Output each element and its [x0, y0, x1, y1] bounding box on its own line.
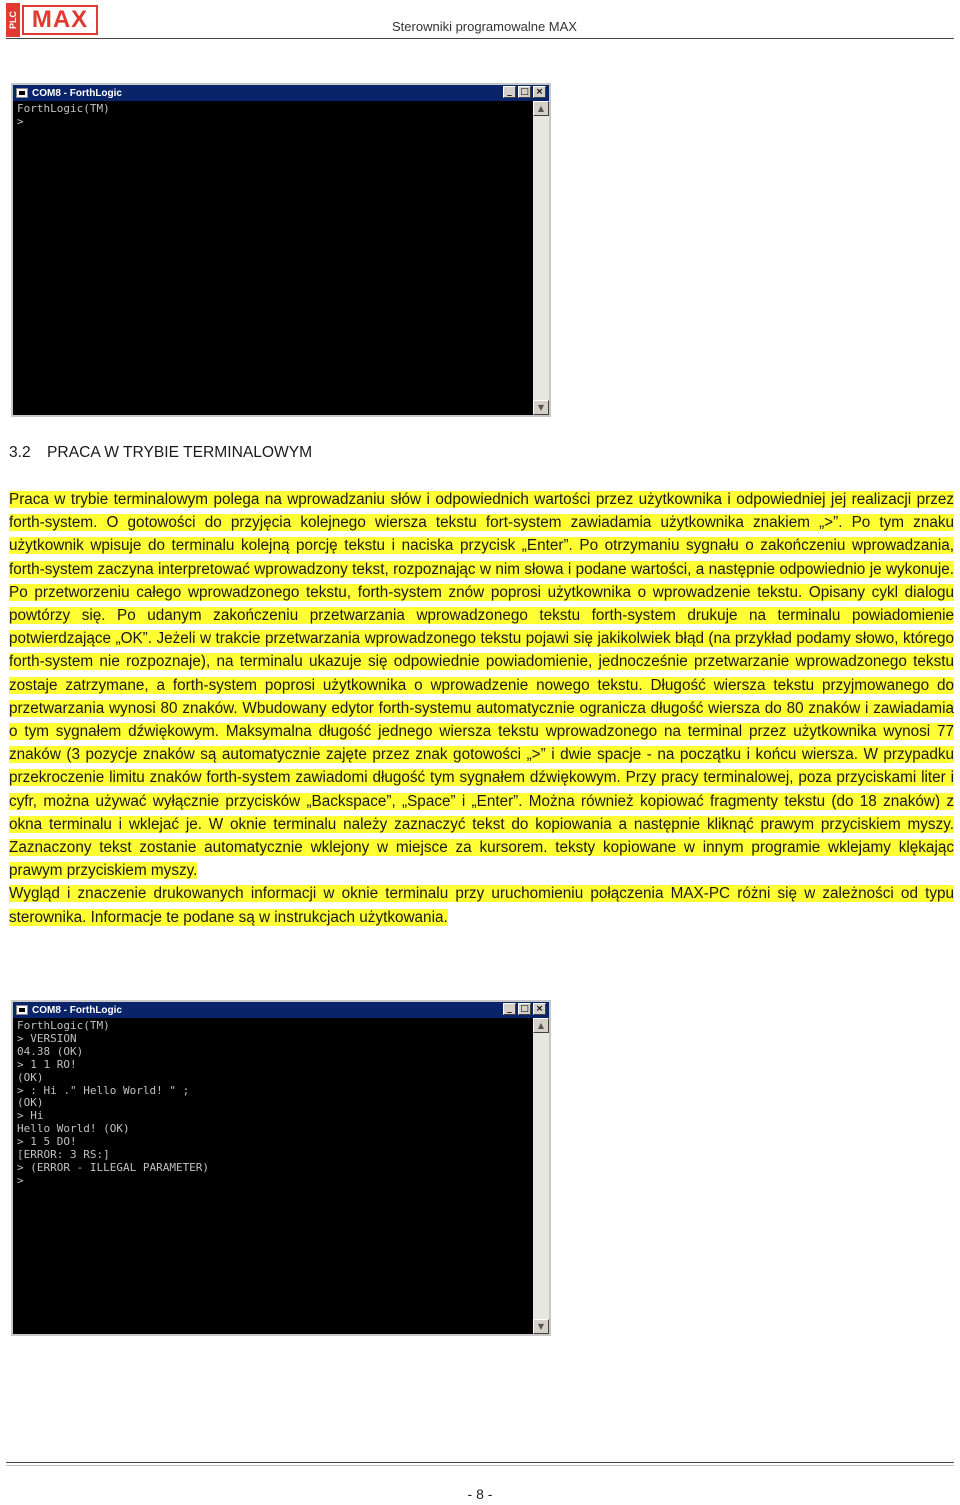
- terminal-line: (OK): [17, 1070, 44, 1084]
- terminal-line: ForthLogic(TM): [17, 1019, 110, 1032]
- terminal-line: > (ERROR - ILLEGAL PARAMETER): [17, 1160, 210, 1174]
- terminal-scrollbar: [533, 101, 549, 415]
- terminal-line: > VERSION: [17, 1031, 77, 1045]
- terminal-app-icon: [16, 88, 28, 98]
- terminal-line: > : Hi ." Hello World! " ;: [17, 1083, 190, 1097]
- scroll-down-icon: ▼: [533, 400, 549, 415]
- terminal-title: COM8 - ForthLogic: [32, 87, 122, 99]
- minimize-icon: _: [503, 1003, 516, 1015]
- terminal-line: Hello World! (OK): [17, 1122, 130, 1136]
- terminal-line: > 1 1 RO!: [17, 1057, 77, 1071]
- section-heading: [9, 444, 312, 462]
- page-number: - 8 -: [467, 1486, 493, 1502]
- paragraph-startup-info: Wygląd i znaczenie drukowanych informacji w oknie terminalu przy uruchomieniu połączenia MAX-PC różni się w zależności od typu sterownika. Informacje te podane są w instrukcjach użytkowania.: [9, 885, 954, 926]
- terminal-titlebar: [13, 85, 549, 101]
- terminal-screen: [13, 101, 533, 415]
- section-body: [9, 488, 954, 929]
- close-icon: ×: [533, 1003, 546, 1015]
- minimize-icon: _: [503, 86, 516, 98]
- terminal-line: >: [17, 1173, 24, 1187]
- plc-max-logo: [6, 3, 98, 37]
- terminal-title: COM8 - ForthLogic: [32, 1004, 122, 1016]
- maximize-icon: □: [518, 86, 531, 98]
- terminal-line: >: [17, 114, 24, 128]
- terminal-line: 04.38 (OK): [17, 1044, 84, 1058]
- terminal-line: [ERROR: 3 RS:]: [17, 1148, 110, 1162]
- terminal-line: > 1 5 DO!: [17, 1135, 77, 1149]
- terminal-window-session: [11, 1000, 551, 1336]
- footer-divider-secondary: [6, 1465, 954, 1466]
- scroll-up-icon: ▲: [533, 101, 549, 116]
- terminal-window-empty: [11, 83, 551, 417]
- scroll-up-icon: ▲: [533, 1018, 549, 1033]
- maximize-icon: □: [518, 1003, 531, 1015]
- paragraph-terminal-mode: Praca w trybie terminalowym polega na wprowadzaniu słów i odpowiednich wartości przez użytkownika i odpowiedniej jej realizacji przez forth-system. O gotowości do przyjęcia kolejnego wiersza tekstu fort-system zawiadamia użytkownika znakiem „>”. Po tym znaku użytkownik wpisuje do terminalu kolejną porcję tekstu i naciska przycisk „Enter”. Po otrzymaniu sygnału o zakończeniu wprowadzania, forth-system zaczyna interpretować wprowadzony tekst, rozpoznając w nim słowa i podane wartości, a następnie odpowiednio je wykonuje. Po przetworzeniu całego wprowadzonego tekstu, forth-system znów poprosi użytkownika o wprowadzenie tekstu. Opisany cykl dialogu powtórzy się. Po udanym zakończeniu przetwarzania wprowadzonego tekstu forth-system drukuje na terminalu powiadomienie potwierdzające „OK”. Jeżeli w trakcie przetwarzania wprowadzonego tekstu pojawi się jakikolwiek błąd (na przykład podamy słowo, którego forth-system nie rozpoznaje), na terminalu ukazuje się odpowiednie powiadomienie, jednocześnie przetwarzanie wprowadzonego tekstu zostaje zatrzymane, a forth-system poprosi użytkownika o wprowadzenie nowego tekstu. Długość wiersza tekstu przyjmowanego do przetwarzania wynosi 80 znaków. Wbudowany edytor forth-systemu automatycznie ogranicza długość wiersza do 80 znaków i zawiadamia o tym sygnałem dźwiękowym. Maksymalna długość jednego wiersza tekstu wprowadzonego na terminal przez użytkownika wynosi 77 znaków (3 pozycje znaków są automatycznie zajęte przez znak gotowości „>” i dwie spacje - na początku i końcu wiersza. W przypadku przekroczenie limitu znaków forth-system zawiadomi długość tym sygnałem dźwiękowym. Przy pracy terminalowej, poza przyciskami liter i cyfr, można używać wyłącznie przycisków „Backspace”, „Space” i „Enter”. Można również kopiować fragmenty tekstu (do 18 znaków) z okna terminalu i wklejać je. W oknie terminalu należy zaznaczyć tekst do kopiowania a następnie kliknąć prawym przyciskiem myszy. Zaznaczony tekst zostanie automatycznie wklejony w miejsce za kursorem. teksty kopiowane w innym programie wklejamy klękając prawym przyciskiem myszy.: [9, 491, 954, 880]
- terminal-line: (OK): [17, 1096, 44, 1110]
- close-icon: ×: [533, 86, 546, 98]
- logo-max-wordmark: MAX: [22, 5, 98, 35]
- logo-plc-tag: PLC: [6, 3, 20, 37]
- terminal-line: ForthLogic(TM): [17, 102, 110, 115]
- scroll-down-icon: ▼: [533, 1319, 549, 1334]
- section-number: 3.2: [9, 444, 31, 461]
- terminal-scrollbar: [533, 1018, 549, 1334]
- document-header-title: Sterowniki programowalne MAX: [392, 19, 577, 34]
- terminal-titlebar: [13, 1002, 549, 1018]
- footer-divider: [6, 1462, 954, 1463]
- terminal-line: > Hi: [17, 1109, 44, 1123]
- section-title: PRACA W TRYBIE TERMINALOWYM: [47, 444, 313, 461]
- terminal-screen: [13, 1018, 533, 1334]
- header-divider: [6, 38, 954, 39]
- terminal-app-icon: [16, 1005, 28, 1015]
